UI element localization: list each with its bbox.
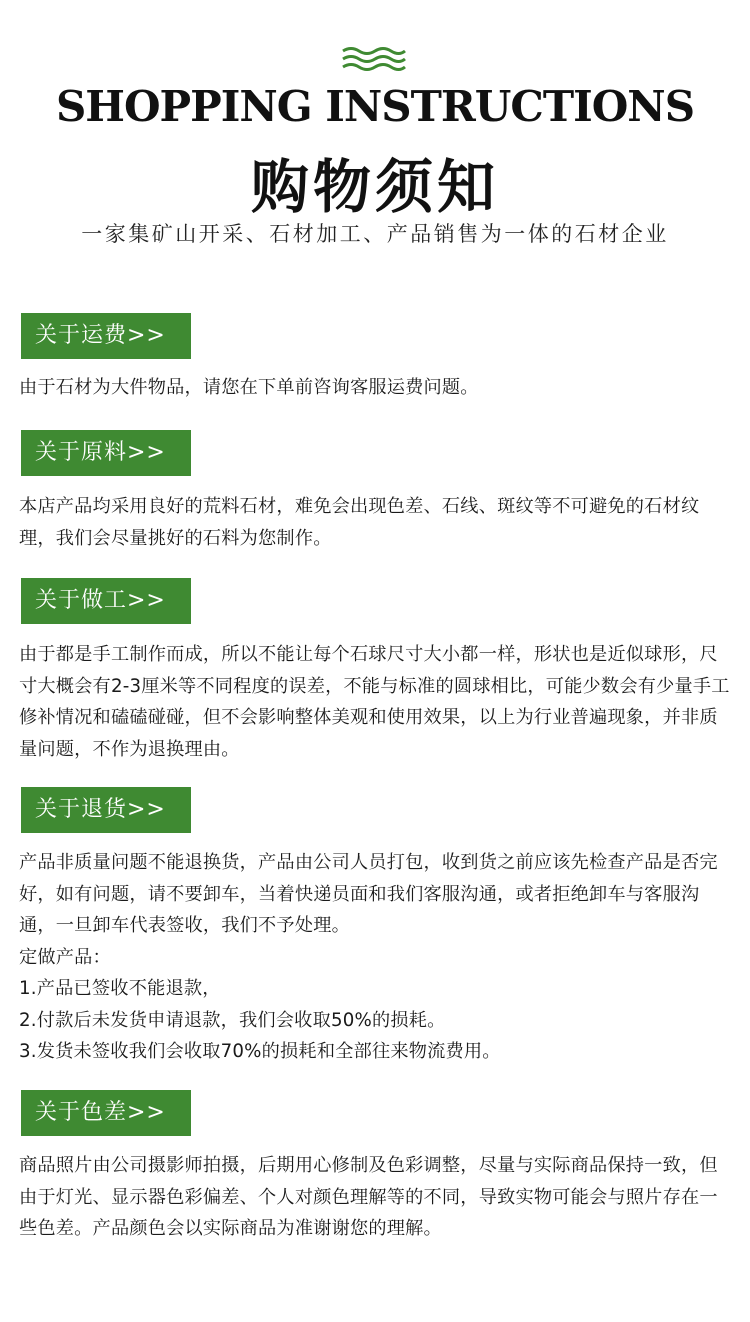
section-label-color-difference: 关于色差>> — [21, 1090, 191, 1136]
section-body-materials — [19, 491, 735, 554]
section-label-returns: 关于退货>> — [21, 787, 191, 833]
section-body-returns — [19, 847, 735, 1068]
section-label-materials: 关于原料>> — [21, 430, 191, 476]
page-title-chinese: 购物须知 — [250, 153, 499, 221]
paragraph: 本店产品均采用良好的荒料石材，难免会出现色差、石线、斑纹等不可避免的石材纹理，我们会尽量挑好的石料为您制作。 — [19, 496, 700, 549]
section-label-craftsmanship: 关于做工>> — [21, 578, 191, 624]
paragraph: 由于都是手工制作而成，所以不能让每个石球尺寸大小都一样，形状也是近似球形，尺寸大概会有2-3厘米等不同程度的误差，不能与标准的圆球相比，可能少数会有少量手工修补情况和磕磕碰碰，但不会影响整体美观和使用效果，以上为行业普遍现象，并非质量问题，不作为退换理由。 — [19, 644, 730, 760]
paragraph: 定做产品： — [19, 946, 111, 968]
wave-icon — [341, 46, 407, 72]
paragraph: 商品照片由公司摄影师拍摄，后期用心修制及色彩调整，尽量与实际商品保持一致，但由于灯光、显示器色彩偏差、个人对颜色理解等的不同，导致实物可能会与照片存在一些色差。产品颜色会以实际商品为准谢谢您的理解。 — [19, 1155, 718, 1239]
list-item: 3.发货未签收我们会收取70%的损耗和全部往来物流费用。 — [19, 1041, 501, 1062]
section-body-shipping — [19, 372, 735, 404]
paragraph: 由于石材为大件物品，请您在下单前咨询客服运费问题。 — [19, 377, 479, 398]
paragraph: 产品非质量问题不能退换货，产品由公司人员打包，收到货之前应该先检查产品是否完好，如有问题，请不要卸车，当着快递员面和我们客服沟通，或者拒绝卸车与客服沟通，一旦卸车代表签收，我们不予处理。 — [19, 852, 718, 936]
list-item: 2.付款后未发货申请退款，我们会收取50%的损耗。 — [19, 1009, 446, 1031]
page-subtitle: 一家集矿山开采、石材加工、产品销售为一体的石材企业 — [81, 222, 669, 246]
section-label-shipping: 关于运费>> — [21, 313, 191, 359]
section-body-craftsmanship — [19, 639, 735, 765]
page-title-english: SHOPPING INSTRUCTIONS — [55, 82, 695, 131]
list-item: 1.产品已签收不能退款， — [19, 978, 221, 999]
section-body-color-difference — [19, 1150, 735, 1245]
